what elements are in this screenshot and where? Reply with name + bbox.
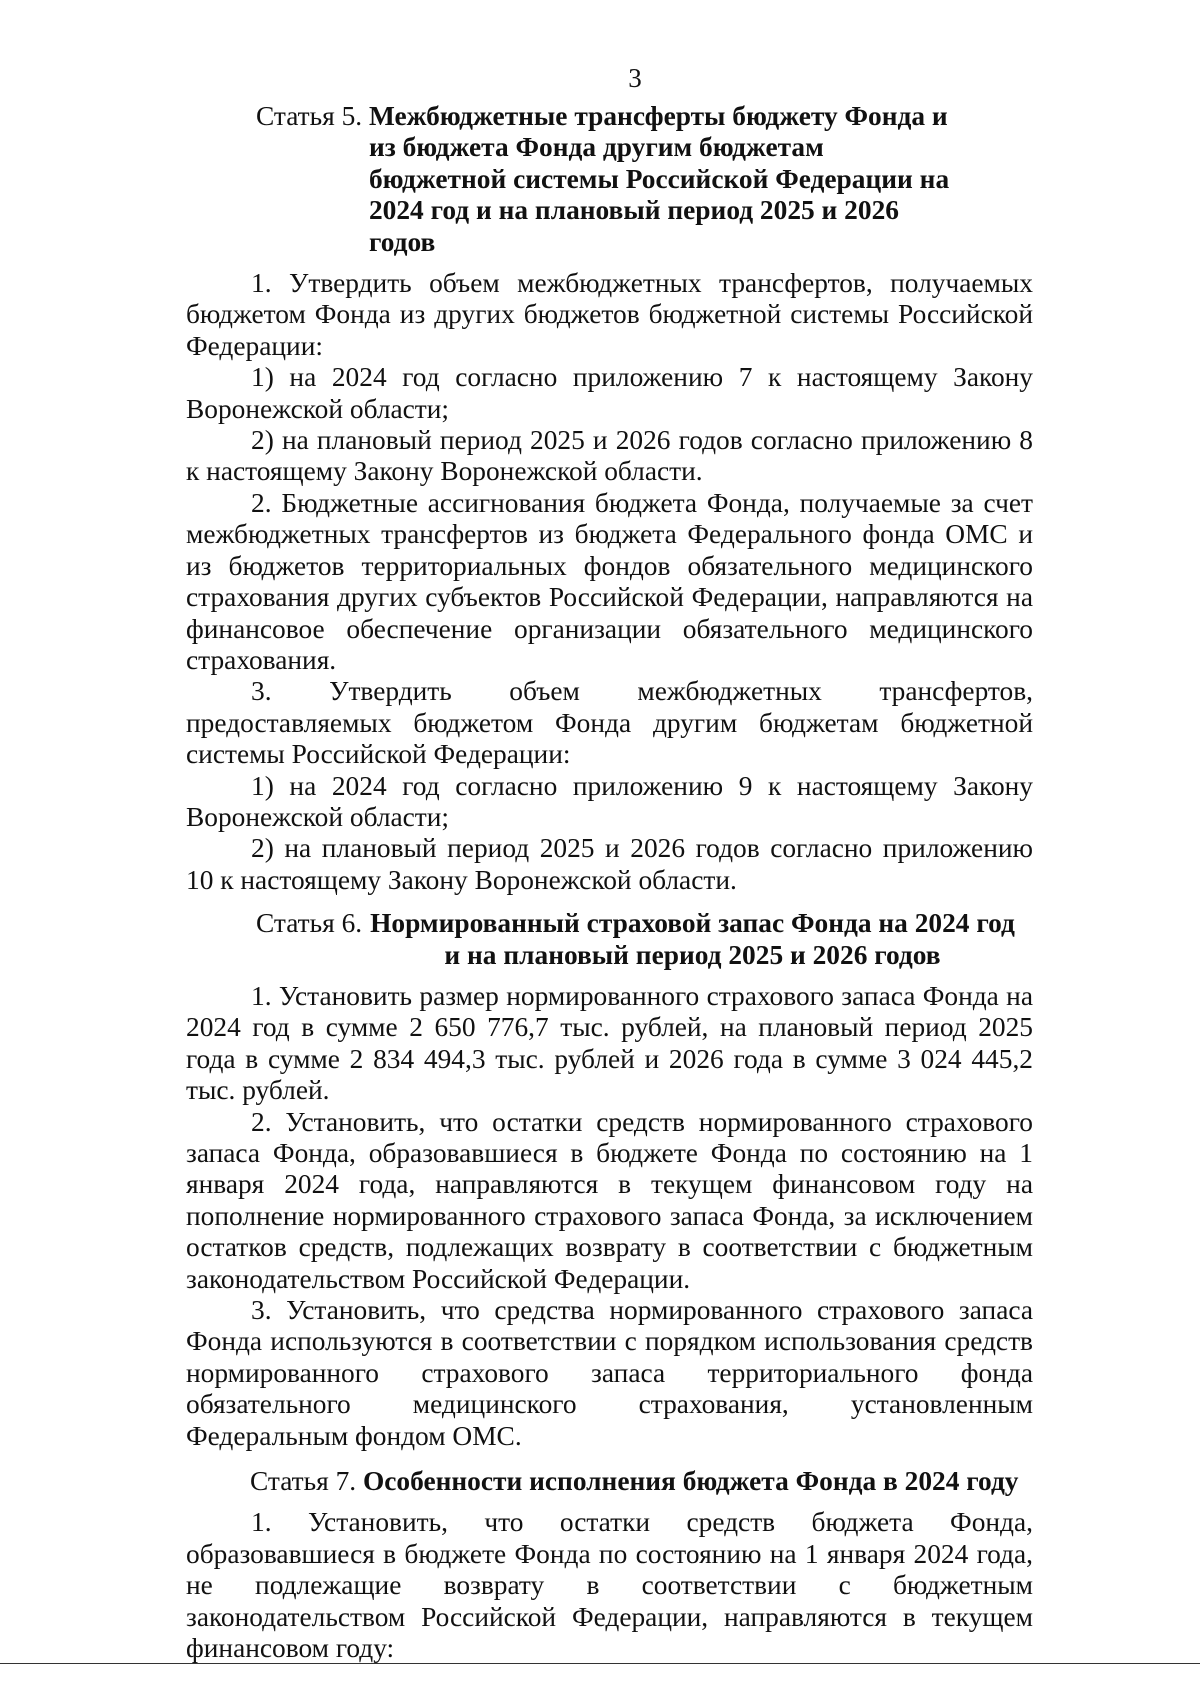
article-6-paragraph: 3. Установить, что средства нормированного страхового запаса Фонда используются в соответствии с порядком использования средств нормированного страхового запаса территориального фонда обязательного медицинского страхования, установленным Федеральным фондом ОМС. bbox=[186, 1295, 1033, 1451]
article-5-paragraph: 2) на плановый период 2025 и 2026 годов согласно приложению 10 к настоящему Закону Воронежской области. bbox=[186, 833, 1033, 895]
article-5-paragraph: 2) на плановый период 2025 и 2026 годов согласно приложению 8 к настоящему Закону Воронежской области. bbox=[186, 425, 1033, 487]
article-6-heading bbox=[256, 908, 1016, 971]
article-5-paragraph: 1. Утвердить объем межбюджетных трансфертов, получаемых бюджетом Фонда из других бюджетов бюджетной системы Российской Федерации: bbox=[186, 268, 1033, 361]
page-number: 3 bbox=[628, 63, 642, 93]
article-5-paragraph: 2. Бюджетные ассигнования бюджета Фонда, получаемые за счет межбюджетных трансфертов из бюджета Федерального фонда ОМС и из бюджетов территориальных фондов обязательного медицинского страхования других субъектов Российской Федерации, направляются на финансовое обеспечение организации обязательного медицинского страхования. bbox=[186, 487, 1033, 675]
article-5-label: Статья 5. bbox=[256, 101, 369, 131]
article-5-paragraph: 1) на 2024 год согласно приложению 9 к настоящему Закону Воронежской области; bbox=[186, 770, 1033, 832]
page-bottom-rule bbox=[0, 1663, 1200, 1664]
article-7-label: Статья 7. bbox=[250, 1466, 363, 1497]
article-7-paragraph: 1. Установить, что остатки средств бюджета Фонда, образовавшиеся в бюджете Фонда по состоянию на 1 января 2024 года, не подлежащие возврату в соответствии с бюджетным законодательством Российской Федерации, направляются в текущем финансовом году: bbox=[186, 1507, 1033, 1664]
article-6-paragraph: 1. Установить размер нормированного страхового запаса Фонда на 2024 год в сумме 2 650 776,7 тыс. рублей, на плановый период 2025 года в сумме 2 834 494,3 тыс. рублей и 2026 года в сумме 3 024 445,2 тыс. рублей. bbox=[186, 980, 1033, 1106]
document-body bbox=[186, 101, 1033, 1665]
article-5-paragraph: 3. Утвердить объем межбюджетных трансфертов, предоставляемых бюджетом Фонда другим бюджетам бюджетной системы Российской Федерации: bbox=[186, 676, 1033, 770]
article-5-heading bbox=[256, 101, 956, 258]
article-6-paragraph: 2. Установить, что остатки средств нормированного страхового запаса Фонда, образовавшиеся в бюджете Фонда по состоянию на 1 января 2024 года, направляются в текущем финансовом году на пополнение нормированного страхового запаса Фонда, за исключением остатков средств, подлежащих возврату в соответствии с бюджетным законодательством Российской Федерации. bbox=[186, 1106, 1033, 1294]
article-7-heading bbox=[250, 1466, 1040, 1497]
article-6-title: Нормированный страховой запас Фонда на 2024 год и на плановый период 2025 и 2026 годов bbox=[370, 908, 1015, 970]
article-5-paragraph: 1) на 2024 год согласно приложению 7 к настоящему Закону Воронежской области; bbox=[186, 362, 1033, 424]
article-5-title: Межбюджетные трансферты бюджету Фонда и из бюджета Фонда другим бюджетам бюджетной системы Российской Федерации на 2024 год и на плановый период 2025 и 2026 годов bbox=[368, 101, 950, 257]
article-7-title: Особенности исполнения бюджета Фонда в 2024 году bbox=[362, 1466, 1019, 1497]
article-6-label: Статья 6. bbox=[256, 908, 369, 939]
